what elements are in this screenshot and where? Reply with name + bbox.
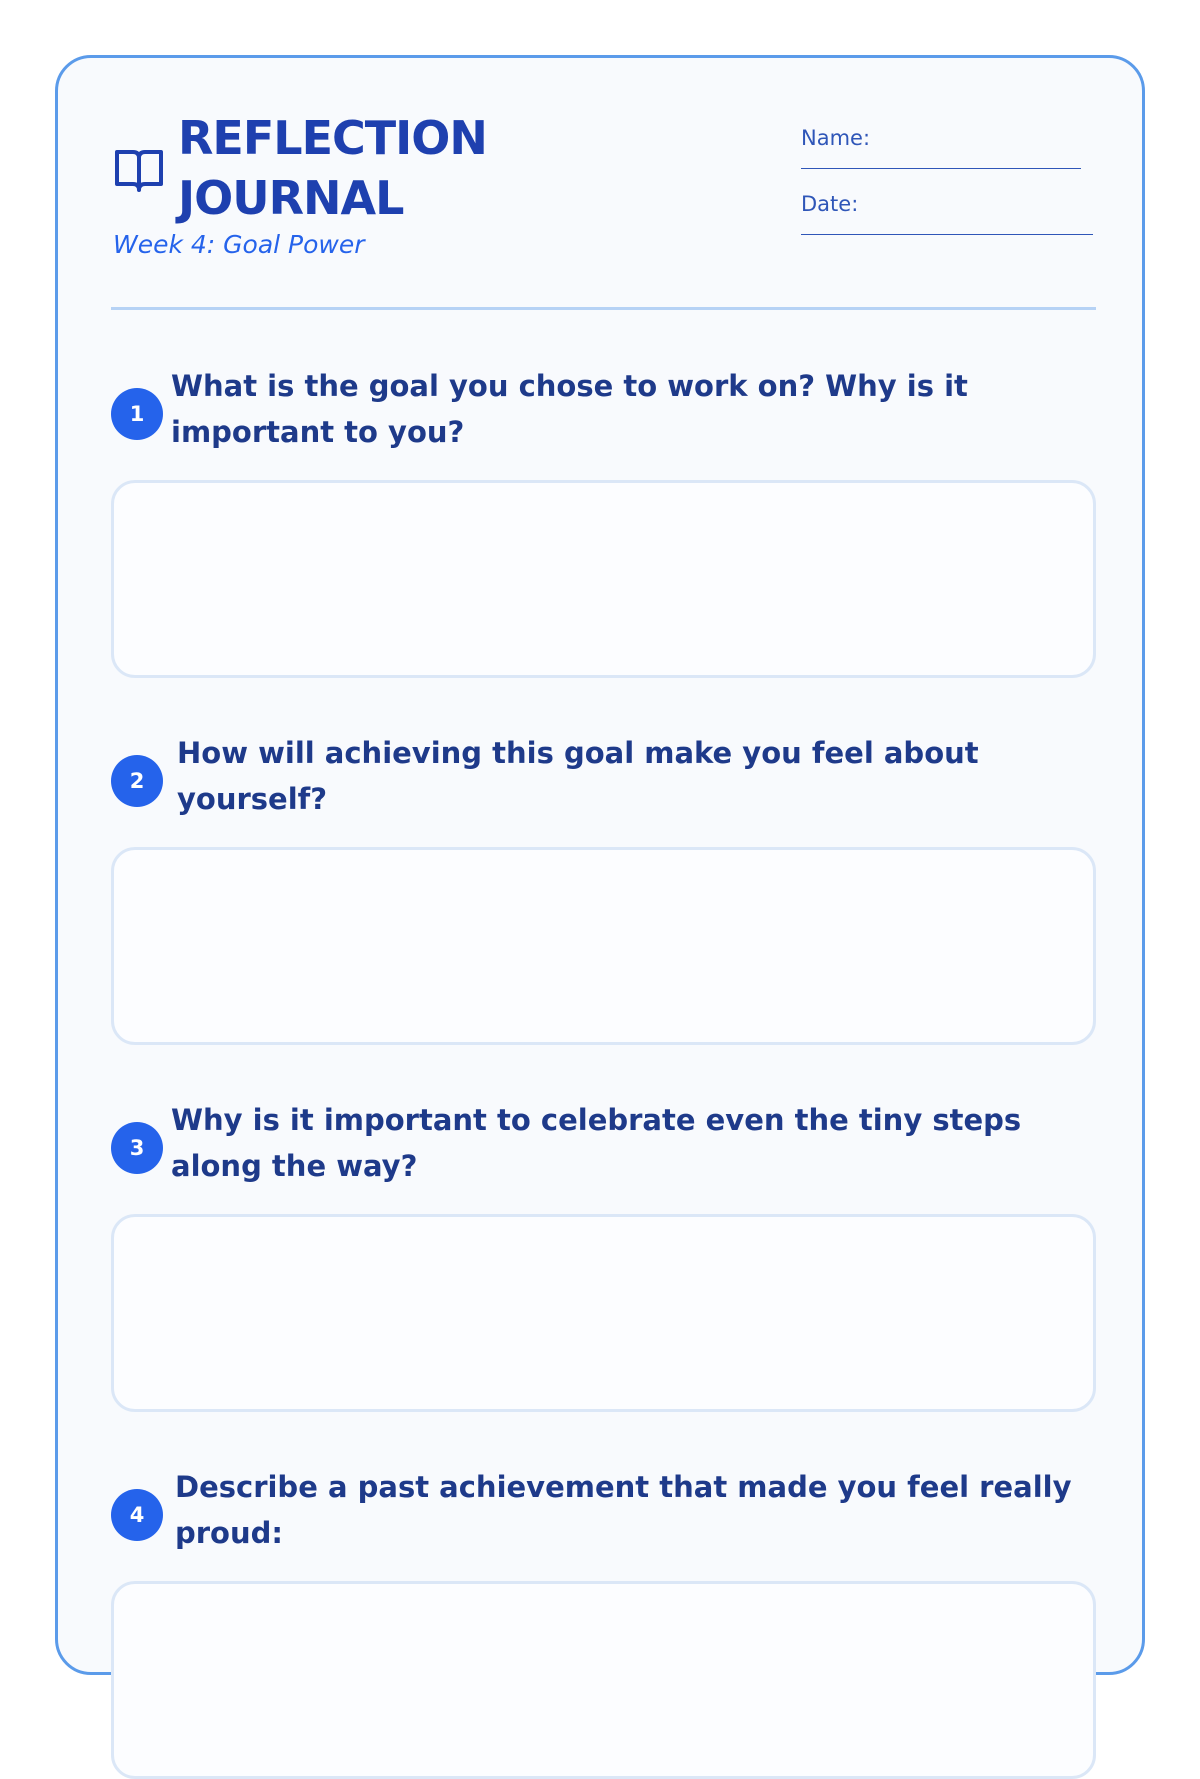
question-text: How will achieving this goal make you feel about yourself? (177, 736, 979, 816)
question-text: Why is it important to celebrate even the tiny steps along the way? (171, 1103, 1022, 1183)
answer-box[interactable] (111, 1214, 1096, 1412)
question-number-badge: 3 (111, 1122, 163, 1174)
name-label: Name: (801, 126, 871, 150)
question-4 (111, 1464, 1096, 1574)
journal-card (55, 55, 1145, 1675)
question-number-badge: 4 (111, 1489, 163, 1541)
page-title: REFLECTION JOURNAL (178, 111, 487, 225)
header-divider (111, 307, 1096, 310)
question-heading (111, 730, 1096, 840)
question-text: Describe a past achievement that made you feel really proud: (175, 1470, 1072, 1550)
question-number-badge: 2 (111, 755, 163, 807)
question-1 (111, 363, 1096, 473)
journal-header (113, 108, 1093, 268)
date-label: Date: (801, 192, 859, 216)
open-book-icon (113, 146, 165, 194)
question-heading (111, 1464, 1096, 1574)
date-write-line[interactable] (801, 234, 1093, 235)
question-text: What is the goal you chose to work on? Why is it important to you? (171, 369, 968, 449)
answer-box[interactable] (111, 480, 1096, 678)
question-2 (111, 730, 1096, 840)
page-subtitle: Week 4: Goal Power (113, 230, 365, 259)
answer-box[interactable] (111, 847, 1096, 1045)
name-field-row (801, 124, 870, 190)
question-3 (111, 1097, 1096, 1207)
name-write-line[interactable] (801, 168, 1081, 169)
date-field-row (801, 190, 870, 256)
student-info (801, 124, 870, 256)
question-heading (111, 363, 1096, 473)
question-number-badge: 1 (111, 388, 163, 440)
question-heading (111, 1097, 1096, 1207)
answer-box[interactable] (111, 1581, 1096, 1779)
